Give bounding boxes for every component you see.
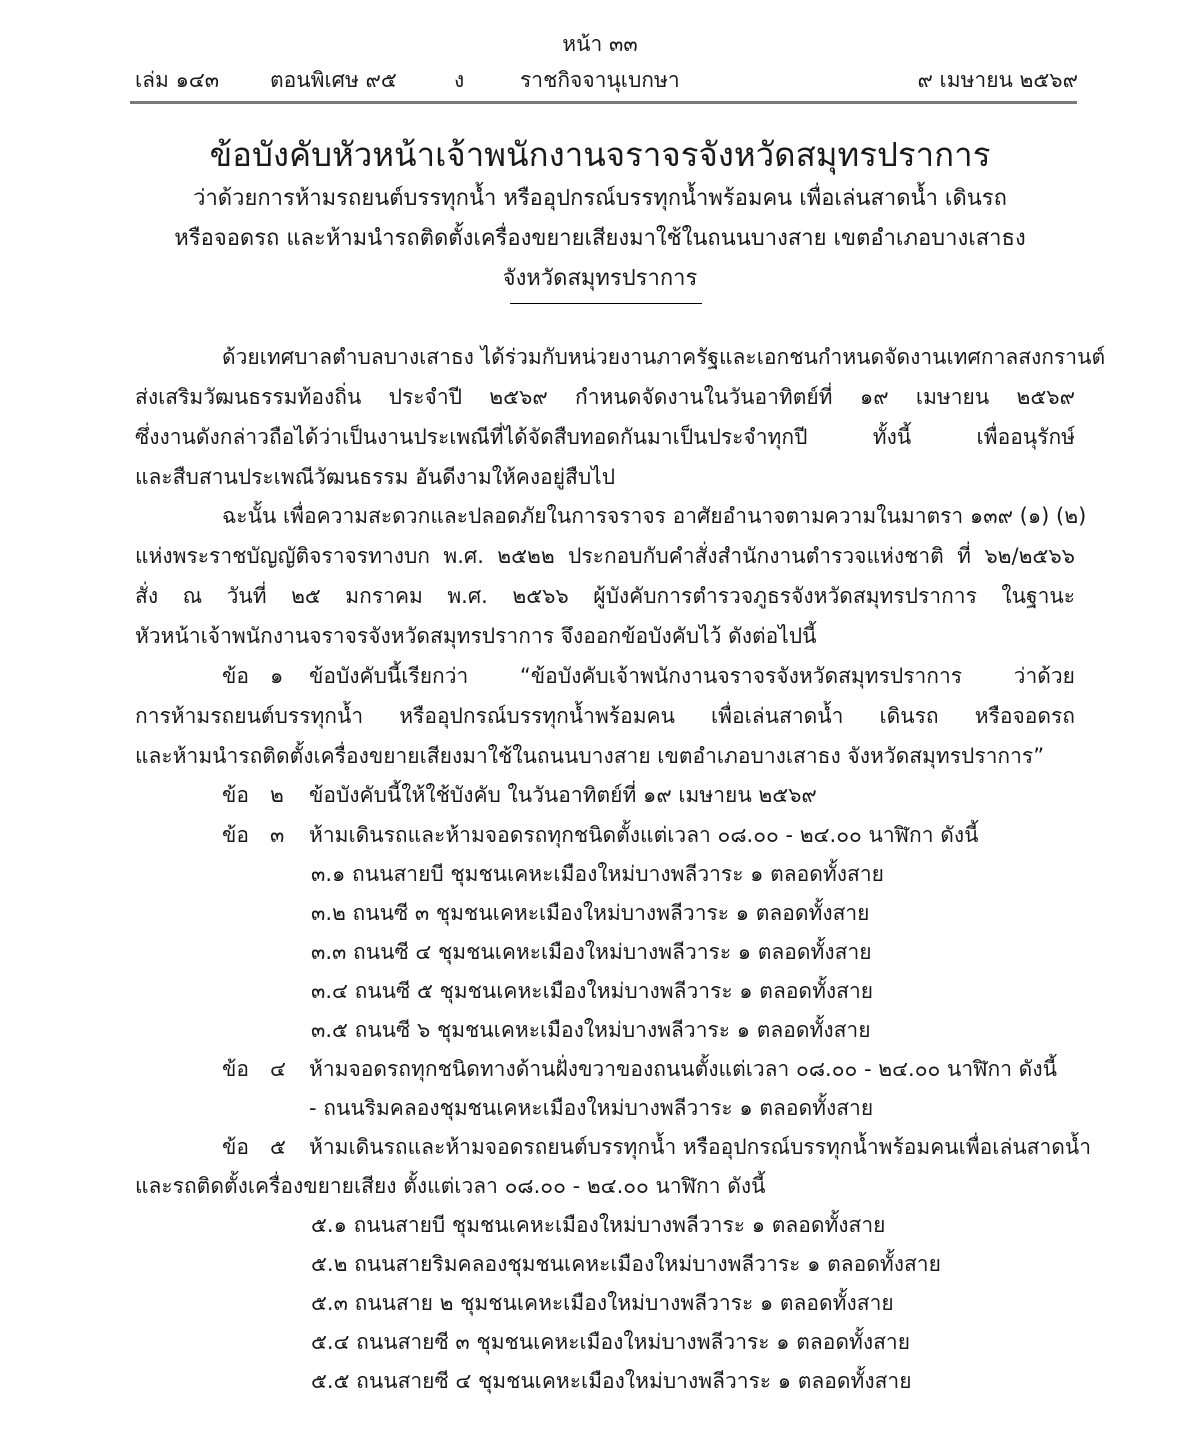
clause-number: ๒ <box>270 783 284 807</box>
clause-number: ๑ <box>270 664 284 688</box>
clause-label: ข้อ <box>222 1057 249 1081</box>
clause-text: ข้อบังคับนี้ให้ใช้บังคับ ในวันอาทิตย์ที่ ๑๙ เมษายน ๒๕๖๙ <box>309 783 817 807</box>
clause-text: การห้ามรถยนต์บรรทุกน้ำ หรืออุปกรณ์บรรทุกน้ำพร้อมคน เพื่อเล่นสาดน้ำ เดินรถ หรือจอดรถ <box>135 704 1075 728</box>
clause-sub-item: ๓.๑ ถนนสายบี ชุมชนเคหะเมืองใหม่บางพลีวาระ ๑ ตลอดทั้งสาย <box>311 862 884 886</box>
clause-sub-item: - ถนนริมคลองชุมชนเคหะเมืองใหม่บางพลีวาระ ๑ ตลอดทั้งสาย <box>309 1096 874 1120</box>
header-section: ง <box>454 68 465 92</box>
clause-sub-item: ๕.๔ ถนนสายซี ๓ ชุมชนเคหะเมืองใหม่บางพลีวาระ ๑ ตลอดทั้งสาย <box>311 1330 910 1354</box>
preamble-line: ซึ่งงานดังกล่าวถือได้ว่าเป็นงานประเพณีที่ได้จัดสืบทอดกันมาเป็นประจำทุกปี ทั้งนี้ เพื่ออนุรักษ์ <box>135 425 1075 449</box>
clause-sub-item: ๓.๒ ถนนซี ๓ ชุมชนเคหะเมืองใหม่บางพลีวาระ ๑ ตลอดทั้งสาย <box>311 901 870 925</box>
clause-text: ห้ามจอดรถทุกชนิดทางด้านฝั่งขวาของถนนตั้งแต่เวลา ๐๘.๐๐ - ๒๔.๐๐ นาฬิกา ดังนี้ <box>309 1057 1057 1081</box>
document-subtitle-line: หรือจอดรถ และห้ามนำรถติดตั้งเครื่องขยายเสียงมาใช้ในถนนบางสาย เขตอำเภอบางเสาธง <box>174 226 1026 251</box>
title-divider <box>510 303 702 304</box>
preamble-line: ส่งเสริมวัฒนธรรมท้องถิ่น ประจำปี ๒๕๖๙ กำหนดจัดงานในวันอาทิตย์ที่ ๑๙ เมษายน ๒๕๖๙ <box>135 385 1075 409</box>
clause-sub-item: ๓.๕ ถนนซี ๖ ชุมชนเคหะเมืองใหม่บางพลีวาระ ๑ ตลอดทั้งสาย <box>311 1018 871 1042</box>
header-publication: ราชกิจจานุเบกษา <box>520 68 680 92</box>
clause-sub-item: ๕.๕ ถนนสายซี ๔ ชุมชนเคหะเมืองใหม่บางพลีวาระ ๑ ตลอดทั้งสาย <box>311 1369 912 1393</box>
clause-text: ข้อบังคับนี้เรียกว่า “ข้อบังคับเจ้าพนักงานจราจรจังหวัดสมุทรปราการ ว่าด้วย <box>309 664 1075 688</box>
clause-text: ห้ามเดินรถและห้ามจอดรถยนต์บรรทุกน้ำ หรืออุปกรณ์บรรทุกน้ำพร้อมคนเพื่อเล่นสาดน้ำ <box>309 1135 1092 1159</box>
clause-sub-item: ๕.๑ ถนนสายบี ชุมชนเคหะเมืองใหม่บางพลีวาระ ๑ ตลอดทั้งสาย <box>311 1213 886 1237</box>
clause-sub-item: ๕.๓ ถนนสาย ๒ ชุมชนเคหะเมืองใหม่บางพลีวาระ ๑ ตลอดทั้งสาย <box>311 1291 894 1315</box>
clause-text: และห้ามนำรถติดตั้งเครื่องขยายเสียงมาใช้ในถนนบางสาย เขตอำเภอบางเสาธง จังหวัดสมุทรปราการ” <box>135 744 1045 768</box>
preamble-line: แห่งพระราชบัญญัติจราจรทางบก พ.ศ. ๒๕๒๒ ประกอบกับคำสั่งสำนักงานตำรวจแห่งชาติ ที่ ๖๒/๒๕๖๖ <box>135 544 1075 568</box>
preamble-line: และสืบสานประเพณีวัฒนธรรม อันดีงามให้คงอยู่สืบไป <box>135 465 616 489</box>
page-number: หน้า ๓๓ <box>562 32 638 56</box>
clause-number: ๓ <box>270 823 285 847</box>
header-divider <box>130 101 1077 104</box>
clause-sub-item: ๓.๔ ถนนซี ๕ ชุมชนเคหะเมืองใหม่บางพลีวาระ ๑ ตลอดทั้งสาย <box>311 979 874 1003</box>
document-subtitle-line: ว่าด้วยการห้ามรถยนต์บรรทุกน้ำ หรืออุปกรณ์บรรทุกน้ำพร้อมคน เพื่อเล่นสาดน้ำ เดินรถ <box>193 186 1007 211</box>
header-volume: เล่ม ๑๔๓ <box>135 68 220 92</box>
clause-label: ข้อ <box>222 783 249 807</box>
header-issue: ตอนพิเศษ ๙๕ <box>270 68 397 92</box>
document-subtitle-line: จังหวัดสมุทรปราการ <box>502 266 698 291</box>
clause-label: ข้อ <box>222 664 249 688</box>
clause-number: ๕ <box>270 1135 286 1159</box>
preamble-line: หัวหน้าเจ้าพนักงานจราจรจังหวัดสมุทรปราการ จึงออกข้อบังคับไว้ ดังต่อไปนี้ <box>135 624 817 648</box>
document-title: ข้อบังคับหัวหน้าเจ้าพนักงานจราจรจังหวัดสมุทรปราการ <box>209 135 991 174</box>
clause-sub-item: ๕.๒ ถนนสายริมคลองชุมชนเคหะเมืองใหม่บางพลีวาระ ๑ ตลอดทั้งสาย <box>311 1252 941 1276</box>
header-date: ๙ เมษายน ๒๕๖๙ <box>917 68 1078 92</box>
clause-text: และรถติดตั้งเครื่องขยายเสียง ตั้งแต่เวลา ๐๘.๐๐ - ๒๔.๐๐ นาฬิกา ดังนี้ <box>135 1174 766 1198</box>
preamble-line: ฉะนั้น เพื่อความสะดวกและปลอดภัยในการจราจร อาศัยอำนาจตามความในมาตรา ๑๓๙ (๑) (๒) <box>222 504 1087 528</box>
preamble-line: ด้วยเทศบาลตำบลบางเสาธง ได้ร่วมกับหน่วยงานภาครัฐและเอกชนกำหนดจัดงานเทศกาลสงกรานต์ <box>222 345 1106 369</box>
clause-text: ห้ามเดินรถและห้ามจอดรถทุกชนิดตั้งแต่เวลา ๐๘.๐๐ - ๒๔.๐๐ นาฬิกา ดังนี้ <box>309 823 979 847</box>
clause-number: ๔ <box>270 1057 286 1081</box>
clause-sub-item: ๓.๓ ถนนซี ๔ ชุมชนเคหะเมืองใหม่บางพลีวาระ ๑ ตลอดทั้งสาย <box>311 940 872 964</box>
preamble-line: สั่ง ณ วันที่ ๒๕ มกราคม พ.ศ. ๒๕๖๖ ผู้บังคับการตำรวจภูธรจังหวัดสมุทรปราการ ในฐานะ <box>135 584 1075 608</box>
clause-label: ข้อ <box>222 1135 249 1159</box>
clause-label: ข้อ <box>222 823 249 847</box>
